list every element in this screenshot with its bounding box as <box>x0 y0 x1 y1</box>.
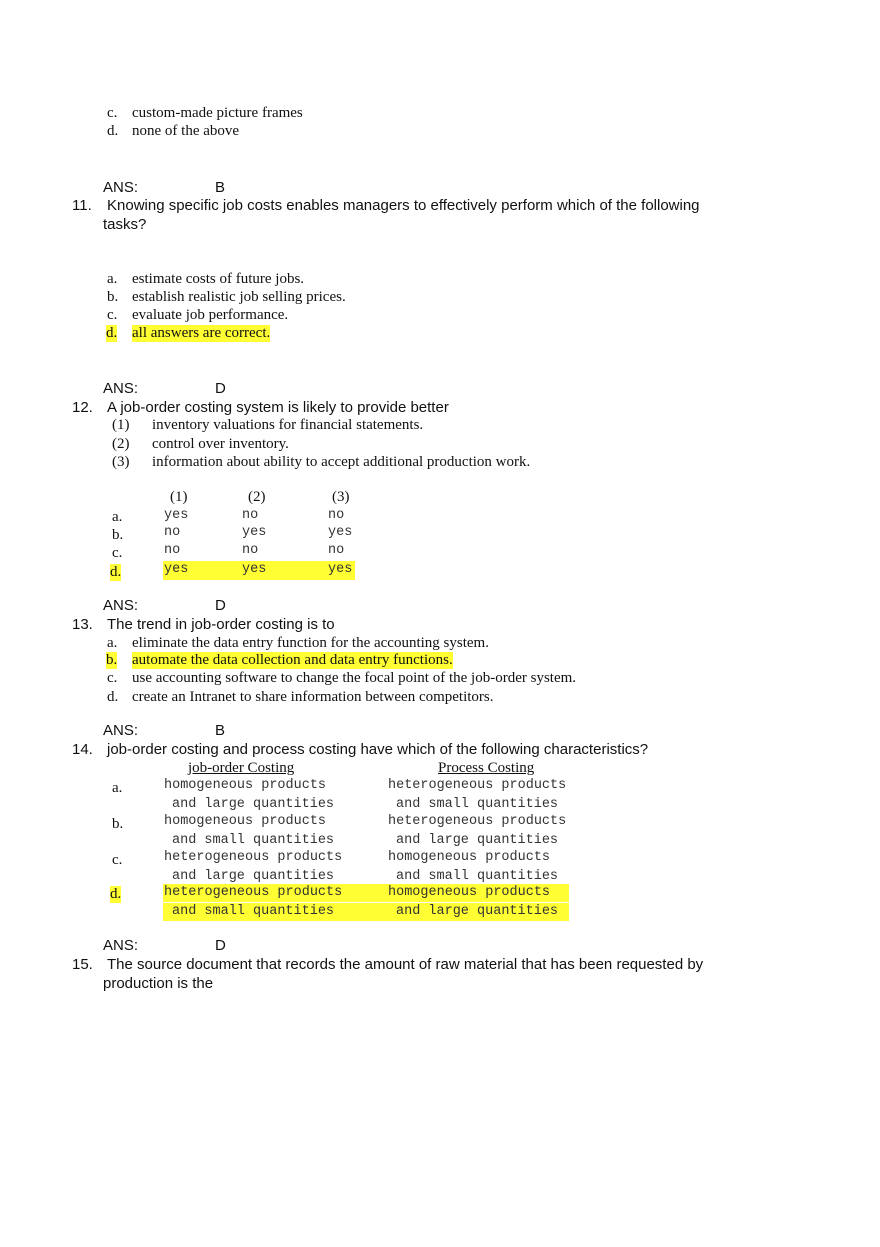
option-text: establish realistic job selling prices. <box>132 289 346 305</box>
option-text-highlighted: all answers are correct. <box>132 325 271 341</box>
option-letter-highlighted: b. <box>106 652 118 668</box>
answer-value: B <box>215 722 226 739</box>
table-cell: and small quantities <box>172 833 335 848</box>
question-text: production is the <box>103 975 214 992</box>
option-text: create an Intranet to share information between competitors. <box>132 689 494 705</box>
answer-value: B <box>215 179 226 196</box>
table-cell: and large quantities <box>172 869 335 884</box>
question-text: tasks? <box>103 216 147 233</box>
table-cell: no <box>164 543 181 558</box>
question-number: 13. <box>72 616 93 633</box>
option-letter: d. <box>107 689 119 705</box>
question-number: 12. <box>72 399 93 416</box>
answer-label: ANS: <box>103 380 139 397</box>
table-cell: and large quantities <box>396 833 559 848</box>
item-text: information about ability to accept additional production work. <box>152 454 531 470</box>
answer-value: D <box>215 380 226 397</box>
option-letter: c. <box>107 105 118 121</box>
row-letter: b. <box>112 816 124 832</box>
column-header: (1) <box>170 489 188 505</box>
table-cell: no <box>328 543 345 558</box>
question-text: A job-order costing system is likely to provide better <box>107 399 449 416</box>
answer-label: ANS: <box>103 937 139 954</box>
question-text: Knowing specific job costs enables managers to effectively perform which of the following <box>107 197 700 214</box>
item-number: (3) <box>112 454 130 470</box>
column-header-job-order: job-order Costing <box>188 760 295 776</box>
table-cell-highlighted: yes <box>164 562 189 577</box>
table-cell-highlighted: yes <box>328 562 353 577</box>
table-cell: and small quantities <box>396 797 559 812</box>
row-letter: a. <box>112 780 123 796</box>
table-cell: no <box>328 508 345 523</box>
row-letter-highlighted: d. <box>110 564 122 580</box>
option-text: estimate costs of future jobs. <box>132 271 305 287</box>
table-cell-highlighted: heterogeneous products <box>164 885 343 900</box>
option-text: none of the above <box>132 123 240 139</box>
row-letter: c. <box>112 852 123 868</box>
option-text: eliminate the data entry function for the accounting system. <box>132 635 489 651</box>
table-cell: heterogeneous products <box>164 850 343 865</box>
table-cell: and small quantities <box>396 869 559 884</box>
table-cell-highlighted: and large quantities <box>396 904 559 919</box>
item-text: control over inventory. <box>152 436 289 452</box>
answer-label: ANS: <box>103 179 139 196</box>
option-letter-highlighted: d. <box>106 325 118 341</box>
row-letter: a. <box>112 509 123 525</box>
option-letter: d. <box>107 123 119 139</box>
option-letter: b. <box>107 289 119 305</box>
item-number: (2) <box>112 436 130 452</box>
table-cell: and large quantities <box>172 797 335 812</box>
table-cell: no <box>242 543 259 558</box>
option-text-highlighted: automate the data collection and data entry functions. <box>132 652 453 668</box>
table-cell-highlighted: yes <box>242 562 267 577</box>
answer-label: ANS: <box>103 597 139 614</box>
question-text: The source document that records the amount of raw material that has been requested by <box>107 956 704 973</box>
answer-value: D <box>215 597 226 614</box>
table-cell: yes <box>328 525 353 540</box>
table-cell: homogeneous products <box>164 778 327 793</box>
table-cell: yes <box>242 525 267 540</box>
row-letter: c. <box>112 545 123 561</box>
column-header: (2) <box>248 489 266 505</box>
table-cell: no <box>164 525 181 540</box>
question-number: 14. <box>72 741 93 758</box>
column-header: (3) <box>332 489 350 505</box>
table-cell: heterogeneous products <box>388 778 567 793</box>
row-letter: b. <box>112 527 124 543</box>
item-text: inventory valuations for financial statements. <box>152 417 424 433</box>
option-text: evaluate job performance. <box>132 307 289 323</box>
option-text: custom-made picture frames <box>132 105 303 121</box>
table-cell: yes <box>164 508 189 523</box>
table-cell: heterogeneous products <box>388 814 567 829</box>
option-letter: c. <box>107 307 118 323</box>
row-letter-highlighted: d. <box>110 886 122 902</box>
item-number: (1) <box>112 417 130 433</box>
option-letter: a. <box>107 635 118 651</box>
answer-value: D <box>215 937 226 954</box>
table-cell-highlighted: and small quantities <box>172 904 335 919</box>
question-text: job-order costing and process costing have which of the following characteristics? <box>107 741 649 758</box>
option-letter: a. <box>107 271 118 287</box>
option-letter: c. <box>107 670 118 686</box>
table-cell: homogeneous products <box>388 850 551 865</box>
option-text: use accounting software to change the focal point of the job-order system. <box>132 670 577 686</box>
column-header-process: Process Costing <box>438 760 535 776</box>
question-number: 15. <box>72 956 93 973</box>
table-cell: no <box>242 508 259 523</box>
question-text: The trend in job-order costing is to <box>107 616 335 633</box>
table-cell-highlighted: homogeneous products <box>388 885 551 900</box>
table-cell: homogeneous products <box>164 814 327 829</box>
answer-label: ANS: <box>103 722 139 739</box>
question-number: 11. <box>72 197 92 214</box>
